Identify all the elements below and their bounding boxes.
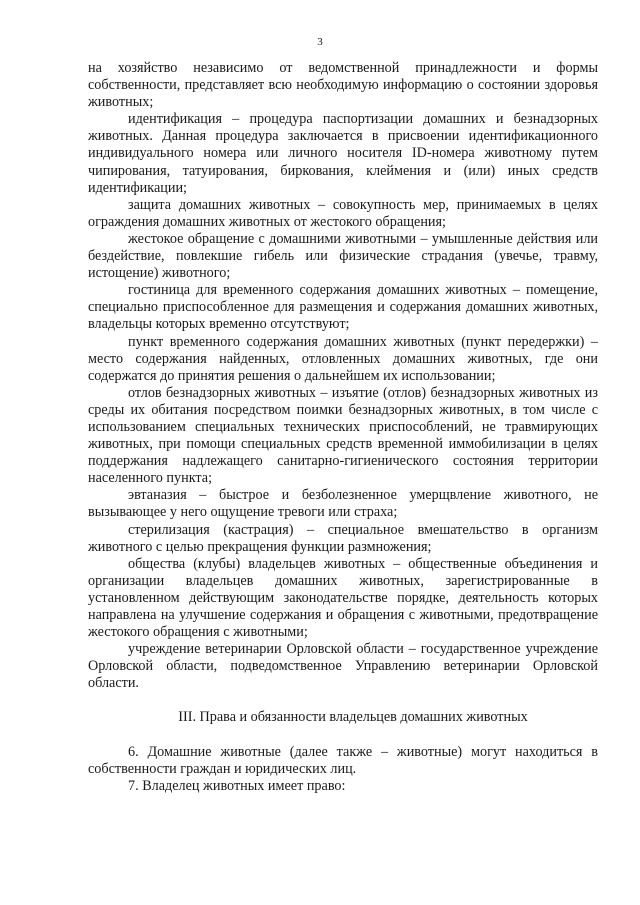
definition-temporary-shelter: пункт временного содержания домашних животных (пункт передержки) – место содержания найденных, отловленных домашних животных, где они содержатся до принятия решения о дальнейшем их использовании; bbox=[88, 333, 598, 384]
definition-capture: отлов безнадзорных животных – изъятие (отлов) безнадзорных животных из среды их обитания посредством поимки безнадзорных животных, в том числе с использованием специальных технических приспособлений, не травмирующих животных, при помощи специальных средств временной иммобилизации в целях поддержания надлежащего санитарно-гигиенического состояния территории населенного пункта; bbox=[88, 384, 598, 487]
paragraph-continuation: на хозяйство независимо от ведомственной принадлежности и формы собственности, представляет всю необходимую информацию о состоянии здоровья животных; bbox=[88, 60, 598, 111]
definition-identification: идентификация – процедура паспортизации домашних и безнадзорных животных. Данная процедура заключается в присвоении идентификационного индивидуального номера или личного носителя ID-номера животному путем чипирования, татуирования, биркования, клеймения и (или) иных средств идентификации; bbox=[88, 111, 598, 196]
definition-protection: защита домашних животных – совокупность мер, принимаемых в целях ограждения домашних животных от жестокого обращения; bbox=[88, 196, 598, 230]
page-number: 3 bbox=[317, 36, 323, 48]
definition-vet-institution: учреждение ветеринарии Орловской области – государственное учреждение Орловской области, подведомственное Управлению ветеринарии Орловской области. bbox=[88, 641, 598, 692]
definition-pet-hotel: гостиница для временного содержания домашних животных – помещение, специально приспособленное для размещения и содержания домашних животных, владельцы которых временно отсутствуют; bbox=[88, 282, 598, 333]
definition-euthanasia: эвтаназия – быстрое и безболезненное умерщвление животного, не вызывающее у него ощущение тревоги или страха; bbox=[88, 487, 598, 521]
clause-7: 7. Владелец животных имеет право: bbox=[128, 777, 346, 794]
definition-owner-clubs: общества (клубы) владельцев животных – общественные объединения и организации владельцев домашних животных, зарегистрированные в установленном действующим законодательстве порядке, деятельность которых направлена на улучшение содержания и обращения с животными, предотвращение жестокого обращения с животными; bbox=[88, 555, 598, 641]
clause-6: 6. Домашние животные (далее также – животные) могут находиться в собственности граждан и юридических лиц. bbox=[88, 743, 598, 777]
section-heading: III. Права и обязанности владельцев домашних животных bbox=[178, 709, 528, 726]
definition-sterilization: стерилизация (кастрация) – специальное вмешательство в организм животного с целью прекращения функции размножения; bbox=[88, 521, 598, 555]
definition-cruelty: жестокое обращение с домашними животными – умышленные действия или бездействие, повлекшие гибель или физические страдания (увечье, травму, истощение) животного; bbox=[88, 230, 598, 282]
document-body bbox=[88, 60, 598, 795]
